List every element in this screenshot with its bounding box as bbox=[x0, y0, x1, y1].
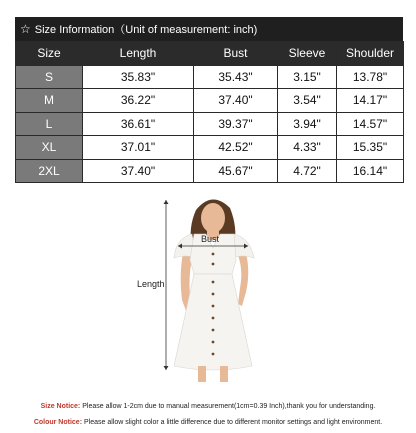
length-cell: 35.83" bbox=[83, 65, 194, 89]
table-row bbox=[16, 136, 404, 160]
shoulder-cell: 16.14" bbox=[337, 159, 404, 183]
length-cell: 37.01" bbox=[83, 136, 194, 160]
table-row bbox=[16, 65, 404, 89]
table-row bbox=[16, 89, 404, 113]
size-cell: M bbox=[16, 89, 83, 113]
length-label: Length bbox=[137, 279, 165, 289]
sleeve-cell: 4.72" bbox=[278, 159, 337, 183]
size-notice-text: Please allow 1-2cm due to manual measurement(1cm=0.39 Inch),thank you for understanding. bbox=[82, 403, 376, 410]
header-sleeve: Sleeve bbox=[278, 42, 337, 66]
size-chart-table bbox=[15, 41, 404, 183]
size-cell: S bbox=[16, 65, 83, 89]
header-length: Length bbox=[83, 42, 194, 66]
length-cell: 36.61" bbox=[83, 112, 194, 136]
bust-cell: 39.37" bbox=[194, 112, 278, 136]
bust-cell: 42.52" bbox=[194, 136, 278, 160]
table-row bbox=[16, 159, 404, 183]
colour-notice-key: Colour Notice: bbox=[33, 419, 83, 426]
shoulder-cell: 13.78" bbox=[337, 65, 404, 89]
size-cell: 2XL bbox=[16, 159, 83, 183]
size-cell: L bbox=[16, 112, 83, 136]
bust-cell: 35.43" bbox=[194, 65, 278, 89]
size-info-title-bar bbox=[15, 17, 403, 41]
size-cell: XL bbox=[16, 136, 83, 160]
size-notice-key: Size Notice: bbox=[40, 403, 81, 410]
sleeve-cell: 3.15" bbox=[278, 65, 337, 89]
header-bust: Bust bbox=[194, 42, 278, 66]
sleeve-cell: 4.33" bbox=[278, 136, 337, 160]
colour-notice bbox=[0, 419, 416, 426]
colour-notice-text: Please allow slight color a little difference due to different monitor settings and light environment. bbox=[84, 419, 383, 426]
header-shoulder: Shoulder bbox=[337, 42, 404, 66]
table-header-row bbox=[16, 42, 404, 66]
table-row bbox=[16, 112, 404, 136]
bust-cell: 45.67" bbox=[194, 159, 278, 183]
shoulder-cell: 14.57" bbox=[337, 112, 404, 136]
bust-cell: 37.40" bbox=[194, 89, 278, 113]
sleeve-cell: 3.94" bbox=[278, 112, 337, 136]
size-notice bbox=[0, 403, 416, 410]
star-outline-icon: ☆ bbox=[20, 22, 31, 36]
sleeve-cell: 3.54" bbox=[278, 89, 337, 113]
size-info-title: Size Information（Unit of measurement: inch) bbox=[34, 24, 258, 36]
bust-label: Bust bbox=[201, 234, 220, 244]
shoulder-cell: 14.17" bbox=[337, 89, 404, 113]
shoulder-cell: 15.35" bbox=[337, 136, 404, 160]
length-cell: 37.40" bbox=[83, 159, 194, 183]
length-cell: 36.22" bbox=[83, 89, 194, 113]
header-size: Size bbox=[16, 42, 83, 66]
